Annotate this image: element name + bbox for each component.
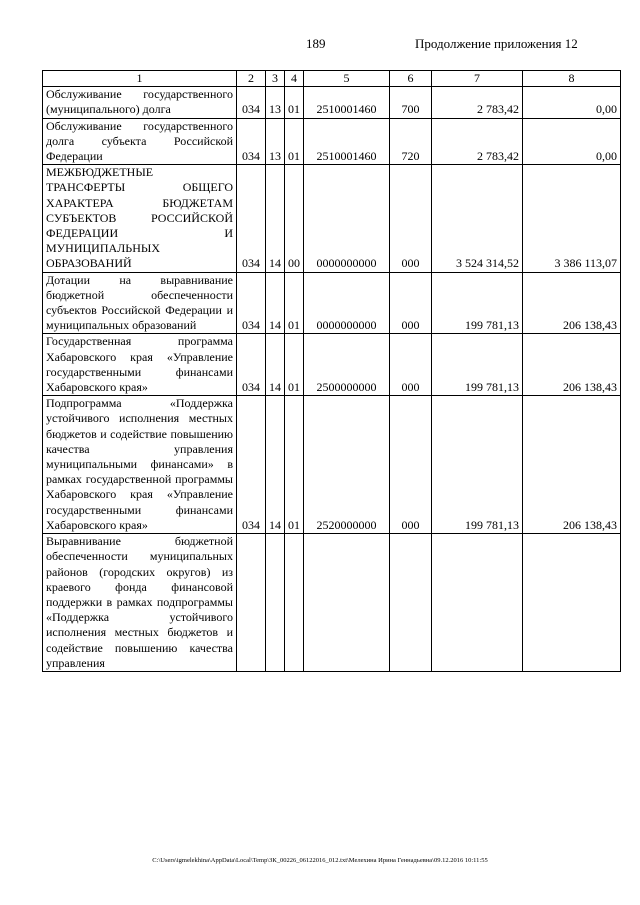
column-header: 4 [285,71,304,87]
cell-amount-year2: 206 138,43 [523,334,621,396]
cell-amount-year2: 0,00 [523,87,621,118]
cell-subsection: 01 [285,118,304,165]
cell-amount-year1: 2 783,42 [432,118,523,165]
cell-ministry [237,534,266,672]
cell-amount-year2 [523,534,621,672]
cell-amount-year1: 3 524 314,52 [432,165,523,272]
cell-target-article: 2500000000 [304,334,390,396]
cell-section [266,534,285,672]
cell-target-article: 2510001460 [304,87,390,118]
column-header: 5 [304,71,390,87]
cell-amount-year2: 3 386 113,07 [523,165,621,272]
table-row [43,87,621,118]
cell-expense-type: 700 [390,87,432,118]
cell-section: 13 [266,118,285,165]
cell-ministry: 034 [237,118,266,165]
table-row [43,396,621,534]
cell-amount-year1: 199 781,13 [432,334,523,396]
column-header: 6 [390,71,432,87]
column-header: 3 [266,71,285,87]
cell-subsection: 01 [285,334,304,396]
cell-ministry: 034 [237,272,266,334]
cell-target-article: 0000000000 [304,165,390,272]
cell-expense-type: 720 [390,118,432,165]
cell-amount-year1: 199 781,13 [432,396,523,534]
cell-expense-type: 000 [390,334,432,396]
cell-ministry: 034 [237,396,266,534]
row-name: Дотации на выравнивание бюджетной обеспеченности субъектов Российской Федерации и муниципальных образований [43,272,237,334]
cell-section: 14 [266,165,285,272]
column-header: 2 [237,71,266,87]
column-header: 8 [523,71,621,87]
cell-amount-year2: 206 138,43 [523,272,621,334]
cell-expense-type: 000 [390,396,432,534]
cell-target-article: 2510001460 [304,118,390,165]
cell-target-article: 2520000000 [304,396,390,534]
cell-amount-year1 [432,534,523,672]
cell-amount-year2: 0,00 [523,118,621,165]
table-row [43,272,621,334]
row-name: Подпрограмма «Поддержка устойчивого исполнения местных бюджетов и содействие повышению качества управления муниципальными финансами» в рамках государственной программы Хабаровского края «Управление государственными финансами Хабаровского края» [43,396,237,534]
cell-amount-year1: 199 781,13 [432,272,523,334]
cell-subsection: 01 [285,396,304,534]
row-name: Государственная программа Хабаровского края «Управление государственными финансами Хабаровского края» [43,334,237,396]
cell-section: 13 [266,87,285,118]
cell-expense-type [390,534,432,672]
cell-section: 14 [266,272,285,334]
cell-subsection: 00 [285,165,304,272]
cell-ministry: 034 [237,334,266,396]
table-header-row [43,71,621,87]
cell-section: 14 [266,396,285,534]
row-name: Обслуживание государственного долга субъекта Российской Федерации [43,118,237,165]
row-name: МЕЖБЮДЖЕТНЫЕ ТРАНСФЕРТЫ ОБЩЕГО ХАРАКТЕРА БЮДЖЕТАМ СУБЪЕКТОВ РОССИЙСКОЙ ФЕДЕРАЦИИ И МУНИЦИПАЛЬНЫХ ОБРАЗОВАНИЙ [43,165,237,272]
table-row [43,118,621,165]
cell-expense-type: 000 [390,272,432,334]
footer-file-path: C:\Users\igmelekhina\AppData\Local\Temp\ЗК_00226_06122016_012.txt\Мелехина Ирина Геннадьевна\09.12.2016 10:11:55 [152,857,488,864]
column-header: 1 [43,71,237,87]
cell-subsection: 01 [285,272,304,334]
cell-target-article: 0000000000 [304,272,390,334]
cell-expense-type: 000 [390,165,432,272]
cell-amount-year1: 2 783,42 [432,87,523,118]
cell-amount-year2: 206 138,43 [523,396,621,534]
cell-section: 14 [266,334,285,396]
appendix-continuation-label: Продолжение приложения 12 [415,36,578,51]
page-number: 189 [306,36,326,51]
cell-ministry: 034 [237,165,266,272]
table-row [43,534,621,672]
cell-ministry: 034 [237,87,266,118]
column-header: 7 [432,71,523,87]
table-row [43,334,621,396]
cell-subsection: 01 [285,87,304,118]
table-row [43,165,621,272]
row-name: Обслуживание государственного (муниципального) долга [43,87,237,118]
row-name: Выравнивание бюджетной обеспеченности муниципальных районов (городских округов) из краевого фонда финансовой поддержки в рамках подпрограммы «Поддержка устойчивого исполнения местных бюджетов и содействие повышению качества управления [43,534,237,672]
cell-subsection [285,534,304,672]
cell-target-article [304,534,390,672]
budget-table [42,70,621,672]
